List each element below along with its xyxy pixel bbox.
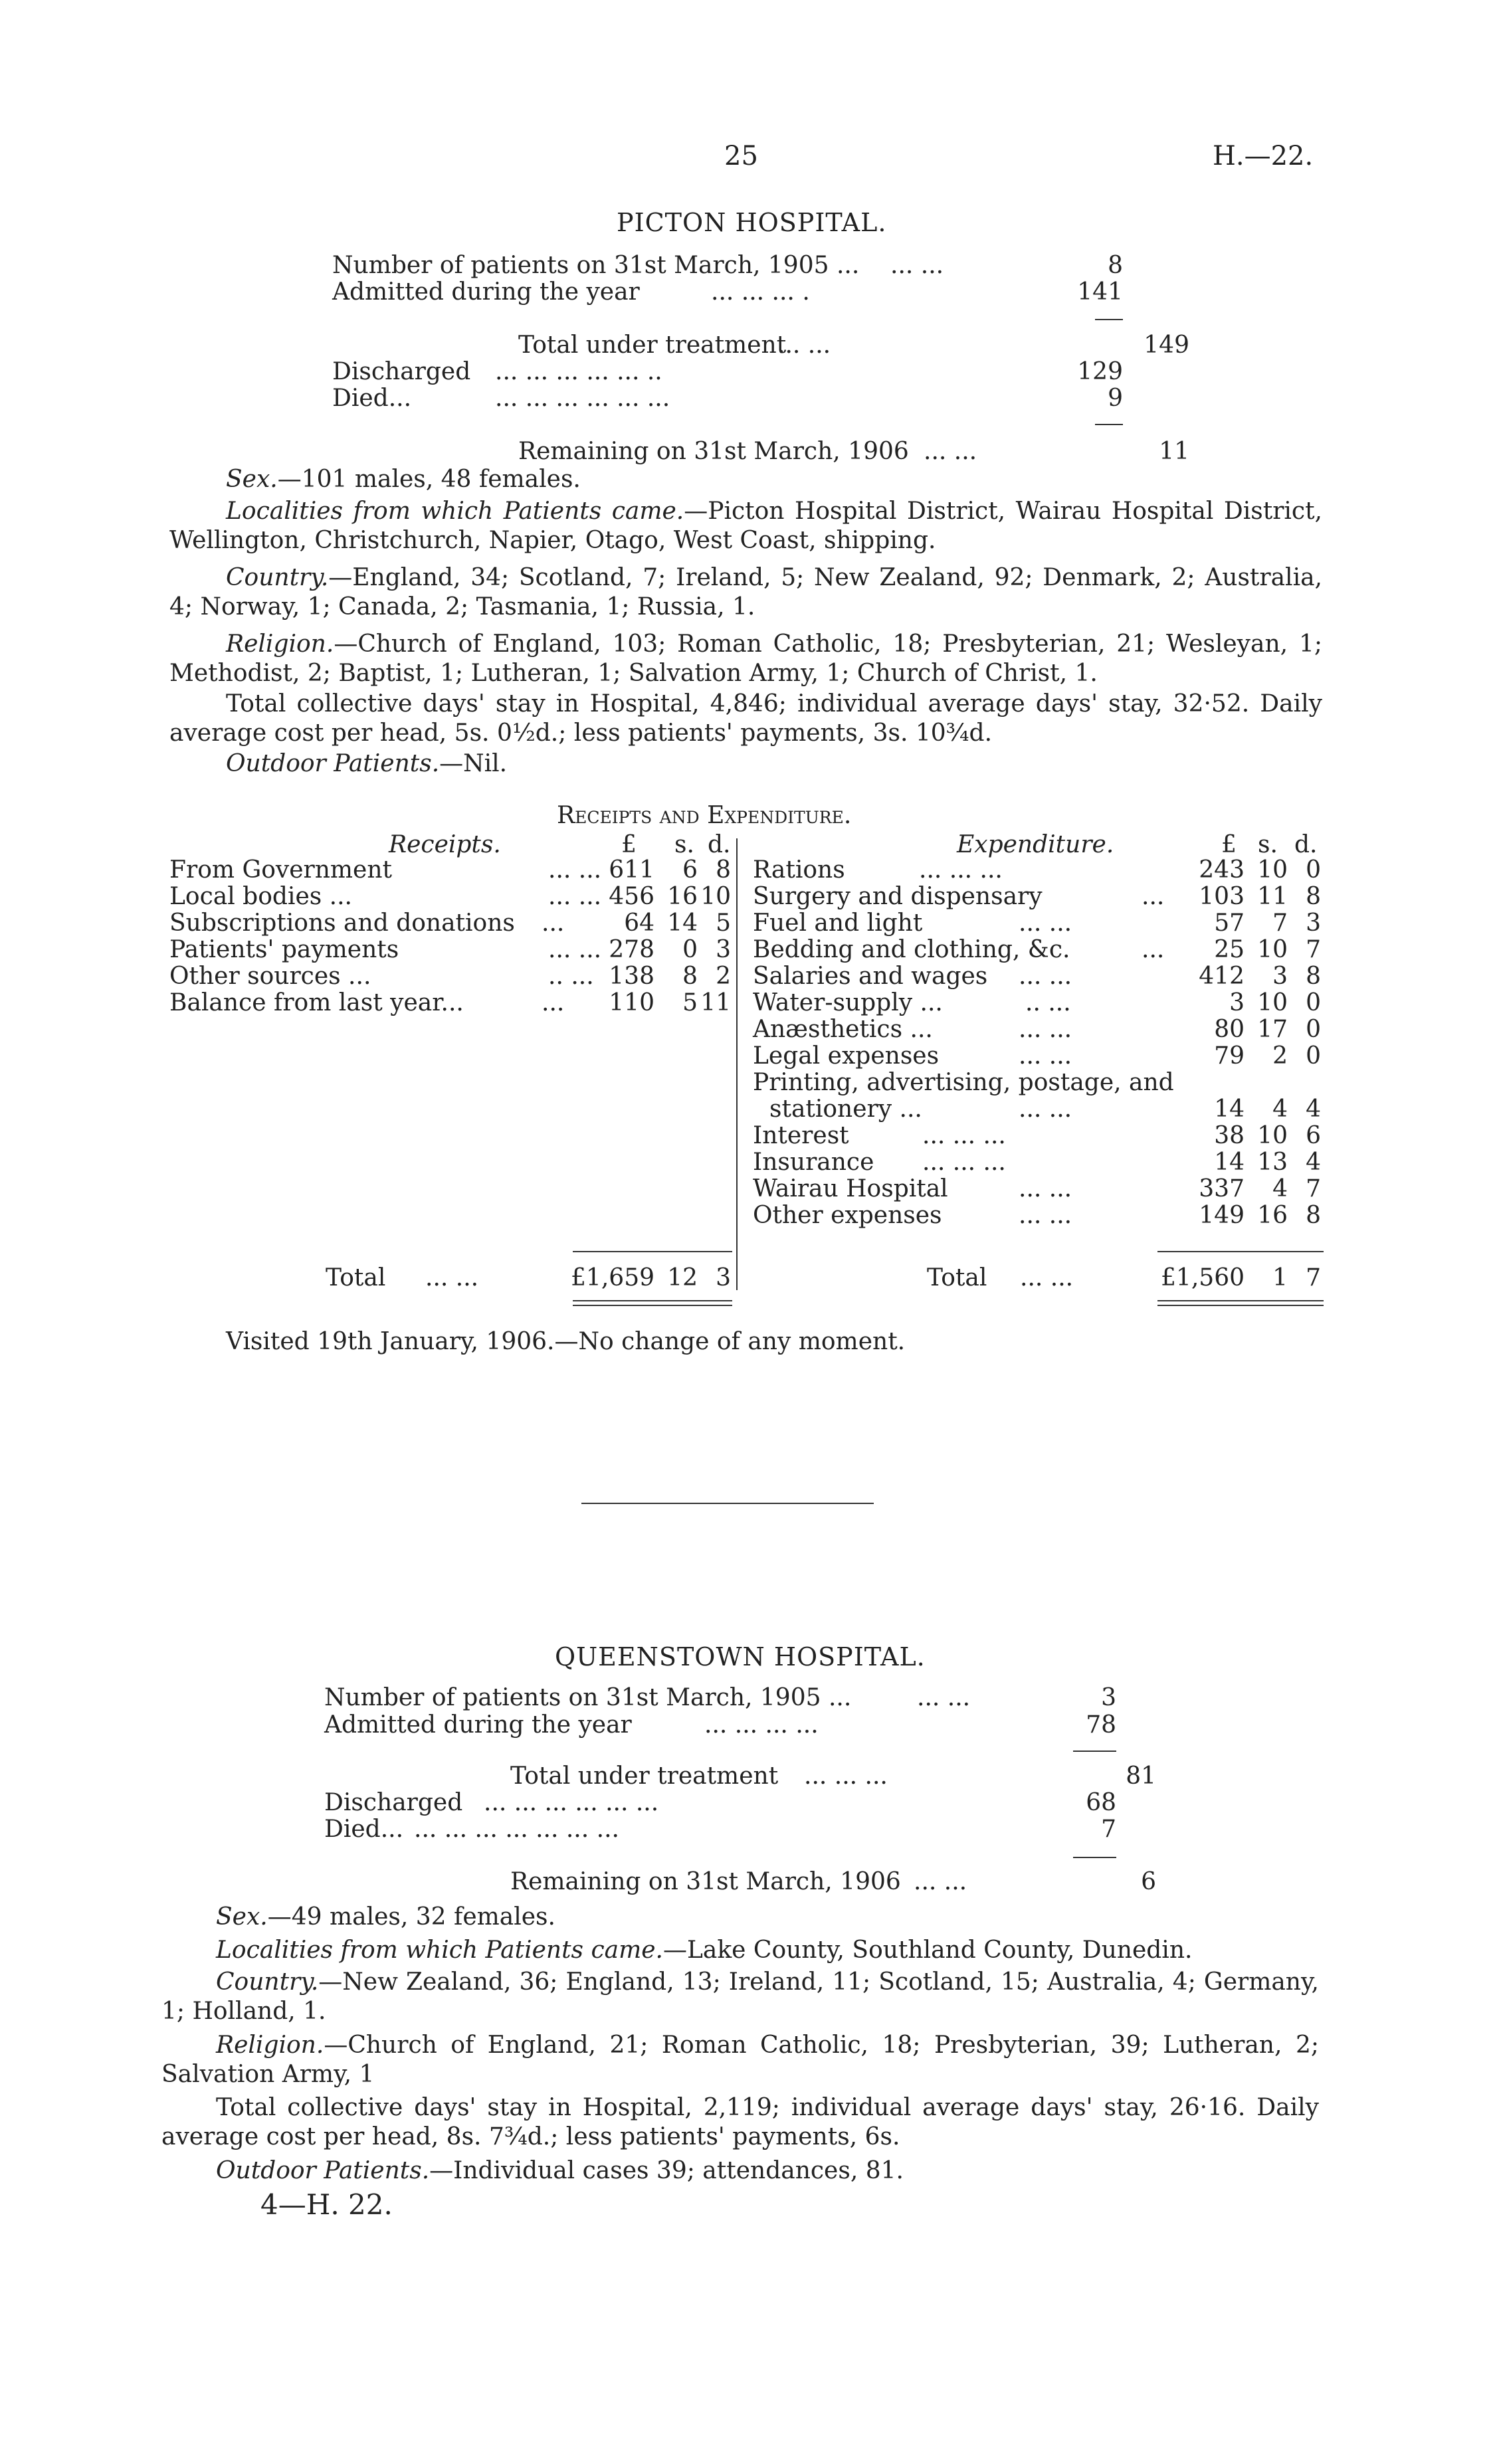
item-label: Surgery and dispensary: [753, 883, 1043, 910]
amount-shillings: 2: [1272, 1042, 1288, 1070]
amount-shillings: 14: [667, 909, 698, 937]
paragraph-lead: Localities from which Patients came.: [216, 1937, 663, 1964]
stat-value: 8: [1108, 252, 1123, 279]
currency-pounds-header: £: [621, 831, 637, 858]
leader-dots: ... ...: [1019, 1202, 1072, 1229]
amount-shillings: 16: [667, 883, 698, 910]
table-row: [169, 963, 734, 990]
currency-pounds-header: £: [1221, 831, 1237, 858]
stat-label: Died...: [332, 385, 412, 412]
amount-pence: 8: [1306, 963, 1321, 990]
leader-dots: ... ...: [548, 936, 602, 963]
stay-paragraph: Total collective days' stay in Hospital, 4,846; individual average days' stay, 32·52. Daily average cost per head, 5s. 0½d.; less patients' payments, 3s. 10¾d.: [169, 690, 1322, 747]
stat-value: 9: [1108, 385, 1123, 412]
paragraph-text: —49 males, 32 females.: [267, 1903, 555, 1931]
amount-shillings: 7: [1272, 909, 1288, 937]
stat-label: Remaining on 31st March, 1906: [510, 1868, 901, 1895]
paragraph-lead: Sex.: [216, 1903, 268, 1931]
item-label: Interest: [753, 1122, 849, 1149]
religion-paragraph: [161, 2031, 1319, 2089]
expenditure-list: [753, 857, 1331, 1229]
amount-pounds: 110: [609, 989, 654, 1016]
item-label: Wairau Hospital: [753, 1175, 948, 1202]
amount-pence: 4: [1306, 1095, 1321, 1123]
amount-shillings: 10: [1257, 1122, 1288, 1149]
table-row: [753, 1202, 1331, 1229]
amount-shillings: 3: [1272, 963, 1288, 990]
currency-shillings-header: s.: [674, 831, 694, 858]
leader-dots: ... ...: [1019, 909, 1072, 937]
sum-rule: [1095, 319, 1123, 320]
leader-dots: ... ... ... ... ... ... ...: [414, 1816, 619, 1843]
leader-dots: ...: [1142, 883, 1165, 910]
amount-pounds: 57: [1214, 909, 1245, 937]
amount-pounds: 25: [1214, 936, 1245, 963]
table-row: [169, 910, 734, 937]
amount-pounds: 3: [1229, 989, 1245, 1016]
amount-shillings: 16: [1257, 1202, 1288, 1229]
amount-pence: 0: [1306, 1016, 1321, 1043]
country-paragraph: [169, 563, 1322, 622]
paragraph-lead: Country.: [226, 564, 329, 591]
sum-rule: [1073, 1751, 1116, 1752]
amount-shillings: 10: [1257, 989, 1288, 1016]
leader-dots: ...: [542, 989, 565, 1016]
amount-shillings: 10: [1257, 856, 1288, 884]
paragraph-lead: Outdoor Patients.: [226, 750, 440, 777]
stat-value: 68: [1086, 1789, 1116, 1816]
amount-pence: 6: [1306, 1122, 1321, 1149]
paragraph-text: —101 males, 48 females.: [277, 466, 581, 493]
item-label: Other sources ...: [169, 963, 371, 990]
leader-dots: .. ...: [1025, 989, 1071, 1016]
sum-rule: [1073, 1857, 1116, 1858]
section-title: PICTON HOSPITAL.: [617, 208, 887, 237]
stat-label: Discharged: [324, 1789, 463, 1816]
double-rule: [573, 1305, 732, 1306]
stat-label: Total under treatment: [510, 1762, 779, 1790]
amount-pence: 11: [700, 989, 731, 1016]
table-row: [169, 857, 734, 884]
table-row: [753, 1096, 1331, 1123]
sex-paragraph: [216, 1903, 1319, 1932]
leader-dots: ... ...: [924, 438, 977, 465]
expenditure-total-pence: 7: [1306, 1264, 1321, 1291]
table-row: [169, 884, 734, 910]
receipts-heading: Receipts.: [389, 831, 501, 858]
table-row: [753, 1123, 1331, 1149]
item-label: Subscriptions and donations: [169, 909, 515, 937]
table-row: [753, 884, 1331, 910]
amount-shillings: 17: [1257, 1016, 1288, 1043]
stat-label: Number of patients on 31st March, 1905 ...: [324, 1684, 852, 1711]
sum-rule: [1095, 424, 1123, 425]
amount-pence: 0: [1306, 856, 1321, 884]
total-rule: [1157, 1251, 1324, 1252]
localities-paragraph: [216, 1936, 1319, 1965]
amount-pounds: 79: [1214, 1042, 1245, 1070]
paragraph-text: —New Zealand, 36; England, 13; Ireland, 11; Scotland, 15; Australia, 4; Germany, 1; Holland, 1.: [161, 1968, 1319, 2025]
leader-dots: ... ...: [548, 856, 602, 884]
stat-label: Died...: [324, 1816, 404, 1843]
leader-dots: ... ...: [1019, 1095, 1072, 1123]
religion-paragraph: [169, 630, 1322, 688]
currency-pence-header: d.: [708, 831, 731, 858]
amount-pence: 8: [1306, 883, 1321, 910]
amount-shillings: 4: [1272, 1095, 1288, 1123]
stat-label: Total under treatment: [518, 332, 787, 359]
visited-note: Visited 19th January, 1906.—No change of any moment.: [226, 1328, 906, 1355]
section-title: QUEENSTOWN HOSPITAL.: [555, 1642, 926, 1671]
stat-value: 7: [1101, 1816, 1116, 1843]
amount-pence: 0: [1306, 1042, 1321, 1070]
table-row: [753, 910, 1331, 937]
item-label: Printing, advertising, postage, and: [753, 1069, 1174, 1096]
double-rule: [573, 1300, 732, 1301]
item-label: Water-supply ...: [753, 989, 943, 1016]
amount-shillings: 10: [1257, 936, 1288, 963]
stat-value: 11: [1159, 438, 1189, 465]
leader-dots: ... ...: [1019, 1042, 1072, 1070]
document-reference: H.—22.: [1213, 141, 1314, 171]
table-row: [753, 937, 1331, 963]
stat-value: 81: [1126, 1762, 1156, 1790]
amount-pounds: 243: [1199, 856, 1245, 884]
item-label: Insurance: [753, 1149, 874, 1176]
item-label: Rations: [753, 856, 845, 884]
amount-shillings: 5: [682, 989, 698, 1016]
leader-dots: ... ...: [1019, 1016, 1072, 1043]
item-label: Local bodies ...: [169, 883, 352, 910]
item-label: stationery ...: [769, 1095, 922, 1123]
paragraph-lead: Sex.: [226, 466, 278, 493]
amount-pence: 3: [1306, 909, 1321, 937]
country-paragraph: [161, 1968, 1319, 2026]
leader-dots: ... ...: [1019, 1175, 1072, 1202]
paragraph-text: —Church of England, 103; Roman Catholic, 18; Presbyterian, 21; Wesleyan, 1; Methodist, 2; Baptist, 1; Lutheran, 1; Salvation Army, 1; Church of Christ, 1.: [169, 630, 1322, 687]
table-title: Receipts and Expenditure.: [557, 802, 852, 829]
amount-pounds: 80: [1214, 1016, 1245, 1043]
leader-dots: ... ... ... ... ... ...: [484, 1789, 659, 1816]
outdoor-paragraph: [226, 749, 1322, 779]
amount-pence: 8: [1306, 1202, 1321, 1229]
column-divider: [736, 838, 738, 1290]
leader-dots: ...: [1142, 936, 1165, 963]
receipts-total-shillings: 12: [667, 1264, 698, 1291]
paragraph-lead: Localities from which Patients came.: [226, 498, 684, 525]
table-row: [169, 937, 734, 963]
leader-dots: ... ...: [914, 1868, 967, 1895]
leader-dots: ... ...: [777, 332, 831, 359]
amount-pounds: 14: [1214, 1149, 1245, 1176]
amount-pounds: 278: [609, 936, 654, 963]
paragraph-text: —Lake County, Southland County, Dunedin.: [662, 1937, 1193, 1964]
item-label: Other expenses: [753, 1202, 942, 1229]
paragraph-lead: Religion.: [226, 630, 334, 658]
stat-label: Number of patients on 31st March, 1905 ...: [332, 252, 860, 279]
paragraph-lead: Religion.: [216, 2032, 324, 2059]
expenditure-total-shillings: 1: [1272, 1264, 1288, 1291]
paragraph-text: —Individual cases 39; attendances, 81.: [429, 2157, 904, 2184]
expenditure-heading: Expenditure.: [957, 831, 1114, 858]
amount-pounds: 337: [1199, 1175, 1245, 1202]
table-row: [753, 1070, 1331, 1096]
leader-dots: ... ...: [1019, 963, 1072, 990]
amount-pounds: 14: [1214, 1095, 1245, 1123]
stat-label: Discharged: [332, 358, 471, 385]
paragraph-text: —Nil.: [439, 750, 508, 777]
item-label: Anæsthetics ...: [753, 1016, 933, 1043]
stat-value: 129: [1077, 358, 1123, 385]
table-row: [753, 1016, 1331, 1043]
amount-shillings: 11: [1257, 883, 1288, 910]
leader-dots: .. ...: [548, 963, 594, 990]
amount-pounds: 611: [609, 856, 654, 884]
stat-label: Admitted during the year: [332, 278, 640, 306]
double-rule: [1157, 1300, 1324, 1301]
outdoor-paragraph: [216, 2156, 1319, 2186]
expenditure-total-pounds: £1,560: [1161, 1264, 1245, 1291]
amount-pence: 3: [716, 936, 731, 963]
stat-label: Admitted during the year: [324, 1711, 632, 1739]
stat-value: 6: [1141, 1868, 1156, 1895]
stat-value: 141: [1077, 278, 1123, 306]
item-label: Bedding and clothing, &c.: [753, 936, 1070, 963]
leader-dots: ... ... ...: [919, 856, 1003, 884]
table-row: [169, 990, 734, 1016]
page-number: 25: [724, 141, 758, 171]
item-label: Patients' payments: [169, 936, 399, 963]
leader-dots: ... ... ... ...: [704, 1711, 819, 1739]
leader-dots: ... ... ...: [922, 1149, 1006, 1176]
amount-pounds: 138: [609, 963, 654, 990]
leader-dots: ... ...: [548, 883, 602, 910]
total-rule: [573, 1251, 732, 1252]
amount-pence: 4: [1306, 1149, 1321, 1176]
stat-label: Remaining on 31st March, 1906: [518, 438, 909, 465]
amount-pounds: 103: [1199, 883, 1245, 910]
leader-dots: ... ... ...: [922, 1122, 1006, 1149]
table-row: [753, 1043, 1331, 1070]
amount-pounds: 38: [1214, 1122, 1245, 1149]
amount-pence: 5: [716, 909, 731, 937]
sex-paragraph: [226, 465, 1322, 494]
item-label: Salaries and wages: [753, 963, 988, 990]
table-row: [753, 990, 1331, 1016]
amount-pence: 10: [700, 883, 731, 910]
leader-dots: ... ... ...: [804, 1762, 888, 1790]
expenditure-total-label: Total: [927, 1264, 987, 1291]
leader-dots: ... ... ... ... ... ..: [495, 358, 662, 385]
paragraph-text: —Picton Hospital District, Wairau Hospital District, Wellington, Christchurch, Napier, Otago, West Coast, shipping.: [169, 498, 1322, 554]
currency-shillings-header: s.: [1258, 831, 1278, 858]
table-row: [753, 1176, 1331, 1202]
leader-dots: ... ... ... ... ... ...: [495, 385, 670, 412]
stay-paragraph: Total collective days' stay in Hospital, 2,119; individual average days' stay, 26·16. Daily average cost per head, 8s. 7¾d.; less patients' payments, 6s.: [161, 2094, 1319, 2150]
amount-pounds: 149: [1199, 1202, 1245, 1229]
leader-dots: ... ...: [425, 1264, 479, 1291]
amount-shillings: 13: [1257, 1149, 1288, 1176]
amount-shillings: 8: [682, 963, 698, 990]
amount-pence: 2: [716, 963, 731, 990]
currency-pence-header: d.: [1294, 831, 1318, 858]
amount-shillings: 6: [682, 856, 698, 884]
item-label: From Government: [169, 856, 393, 884]
item-label: Legal expenses: [753, 1042, 940, 1070]
receipts-list: [169, 857, 734, 1016]
amount-shillings: 4: [1272, 1175, 1288, 1202]
amount-shillings: 0: [682, 936, 698, 963]
stat-value: 149: [1144, 332, 1189, 359]
section-separator: [581, 1503, 874, 1504]
leader-dots: ... ...: [917, 1684, 971, 1711]
localities-paragraph: [169, 497, 1322, 555]
table-row: [753, 857, 1331, 884]
signature-mark: 4—H. 22.: [260, 2188, 393, 2221]
amount-pence: 8: [716, 856, 731, 884]
paragraph-text: —Church of England, 21; Roman Catholic, 18; Presbyterian, 39; Lutheran, 2; Salvation Army, 1: [161, 2032, 1319, 2088]
amount-pounds: 64: [624, 909, 654, 937]
amount-pence: 0: [1306, 989, 1321, 1016]
table-row: [753, 1149, 1331, 1176]
paragraph-text: —England, 34; Scotland, 7; Ireland, 5; New Zealand, 92; Denmark, 2; Australia, 4; Norway, 1; Canada, 2; Tasmania, 1; Russia, 1.: [169, 564, 1322, 620]
leader-dots: ... ... ... .: [711, 278, 810, 306]
amount-pence: 7: [1306, 1175, 1321, 1202]
leader-dots: ...: [542, 909, 565, 937]
amount-pounds: 412: [1199, 963, 1245, 990]
item-label: Balance from last year...: [169, 989, 464, 1016]
paragraph-lead: Outdoor Patients.: [216, 2157, 430, 2184]
double-rule: [1157, 1305, 1324, 1306]
stat-value: 78: [1086, 1711, 1116, 1739]
leader-dots: ... ...: [1020, 1264, 1074, 1291]
receipts-total-pence: 3: [716, 1264, 731, 1291]
paragraph-lead: Country.: [216, 1968, 319, 1996]
item-label: Fuel and light: [753, 909, 923, 937]
table-row: [753, 963, 1331, 990]
receipts-total-pounds: £1,659: [571, 1264, 654, 1291]
amount-pence: 7: [1306, 936, 1321, 963]
leader-dots: ... ...: [890, 252, 944, 279]
amount-pounds: 456: [609, 883, 654, 910]
receipts-total-label: Total: [326, 1264, 386, 1291]
stat-value: 3: [1101, 1684, 1116, 1711]
